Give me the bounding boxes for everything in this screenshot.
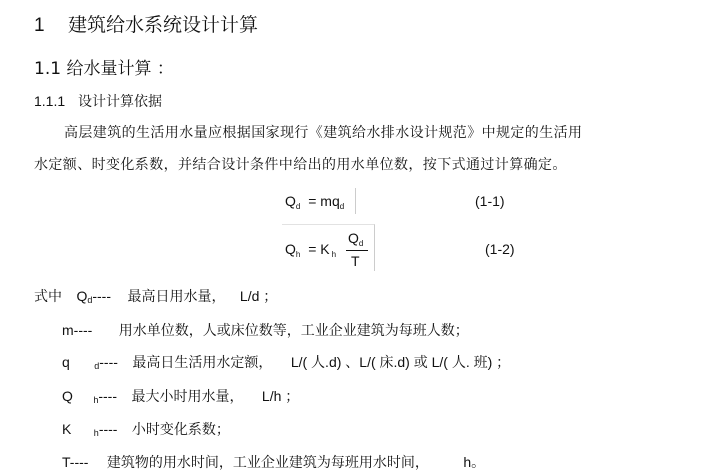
section-number: 1 — [34, 15, 45, 36]
section-title: 设计计算依据 — [78, 94, 162, 110]
definition-q: q d---- 最高日生活用水定额， L/( 人.d) 、L/( 床.d) 或 L/( 人. 班) ； — [62, 354, 511, 371]
section-heading-1 — [34, 10, 258, 37]
section-heading-1-1-1 — [34, 91, 162, 111]
definition-kh: K h---- 小时变化系数； — [62, 421, 230, 438]
paragraph-line-2: 水定额、时变化系数，并结合设计条件中给出的用水单位数，按下式通过计算确定。 — [34, 157, 567, 173]
equation-1: $Q_d = mq_d$ — [285, 193, 345, 211]
fraction-bar — [346, 250, 368, 251]
equation-2-numerator: $Q_d$ — [348, 230, 364, 248]
definition-qd: 式中 Qd---- 最高日用水量， L/d ； — [34, 288, 278, 305]
equation-1-number: (1-1) — [475, 193, 505, 209]
definition-m: m---- 用水单位数，人或床位数等，工业企业建筑为每班人数； — [62, 322, 469, 339]
section-heading-1-1: 1.1 给水量计算 ： — [34, 59, 174, 79]
section-number: 1.1.1 — [34, 93, 66, 109]
equation-2: $Q_h = K$ $_h$ — [285, 241, 337, 259]
paragraph-line-1: 高层建筑的生活用水量应根据国家现行《建筑给水排水设计规范》中规定的生活用 — [64, 125, 583, 141]
definition-t: T---- 建筑物的用水时间，工业企业建筑为每班用水时间， h。 — [62, 454, 486, 471]
definition-qh: Q h---- 最大小时用水量， L/h ； — [62, 388, 300, 405]
section-title: 建筑给水系统设计计算 — [68, 14, 259, 36]
equation-2-number: (1-2) — [485, 241, 515, 257]
equation-2-denominator: T — [351, 253, 360, 269]
